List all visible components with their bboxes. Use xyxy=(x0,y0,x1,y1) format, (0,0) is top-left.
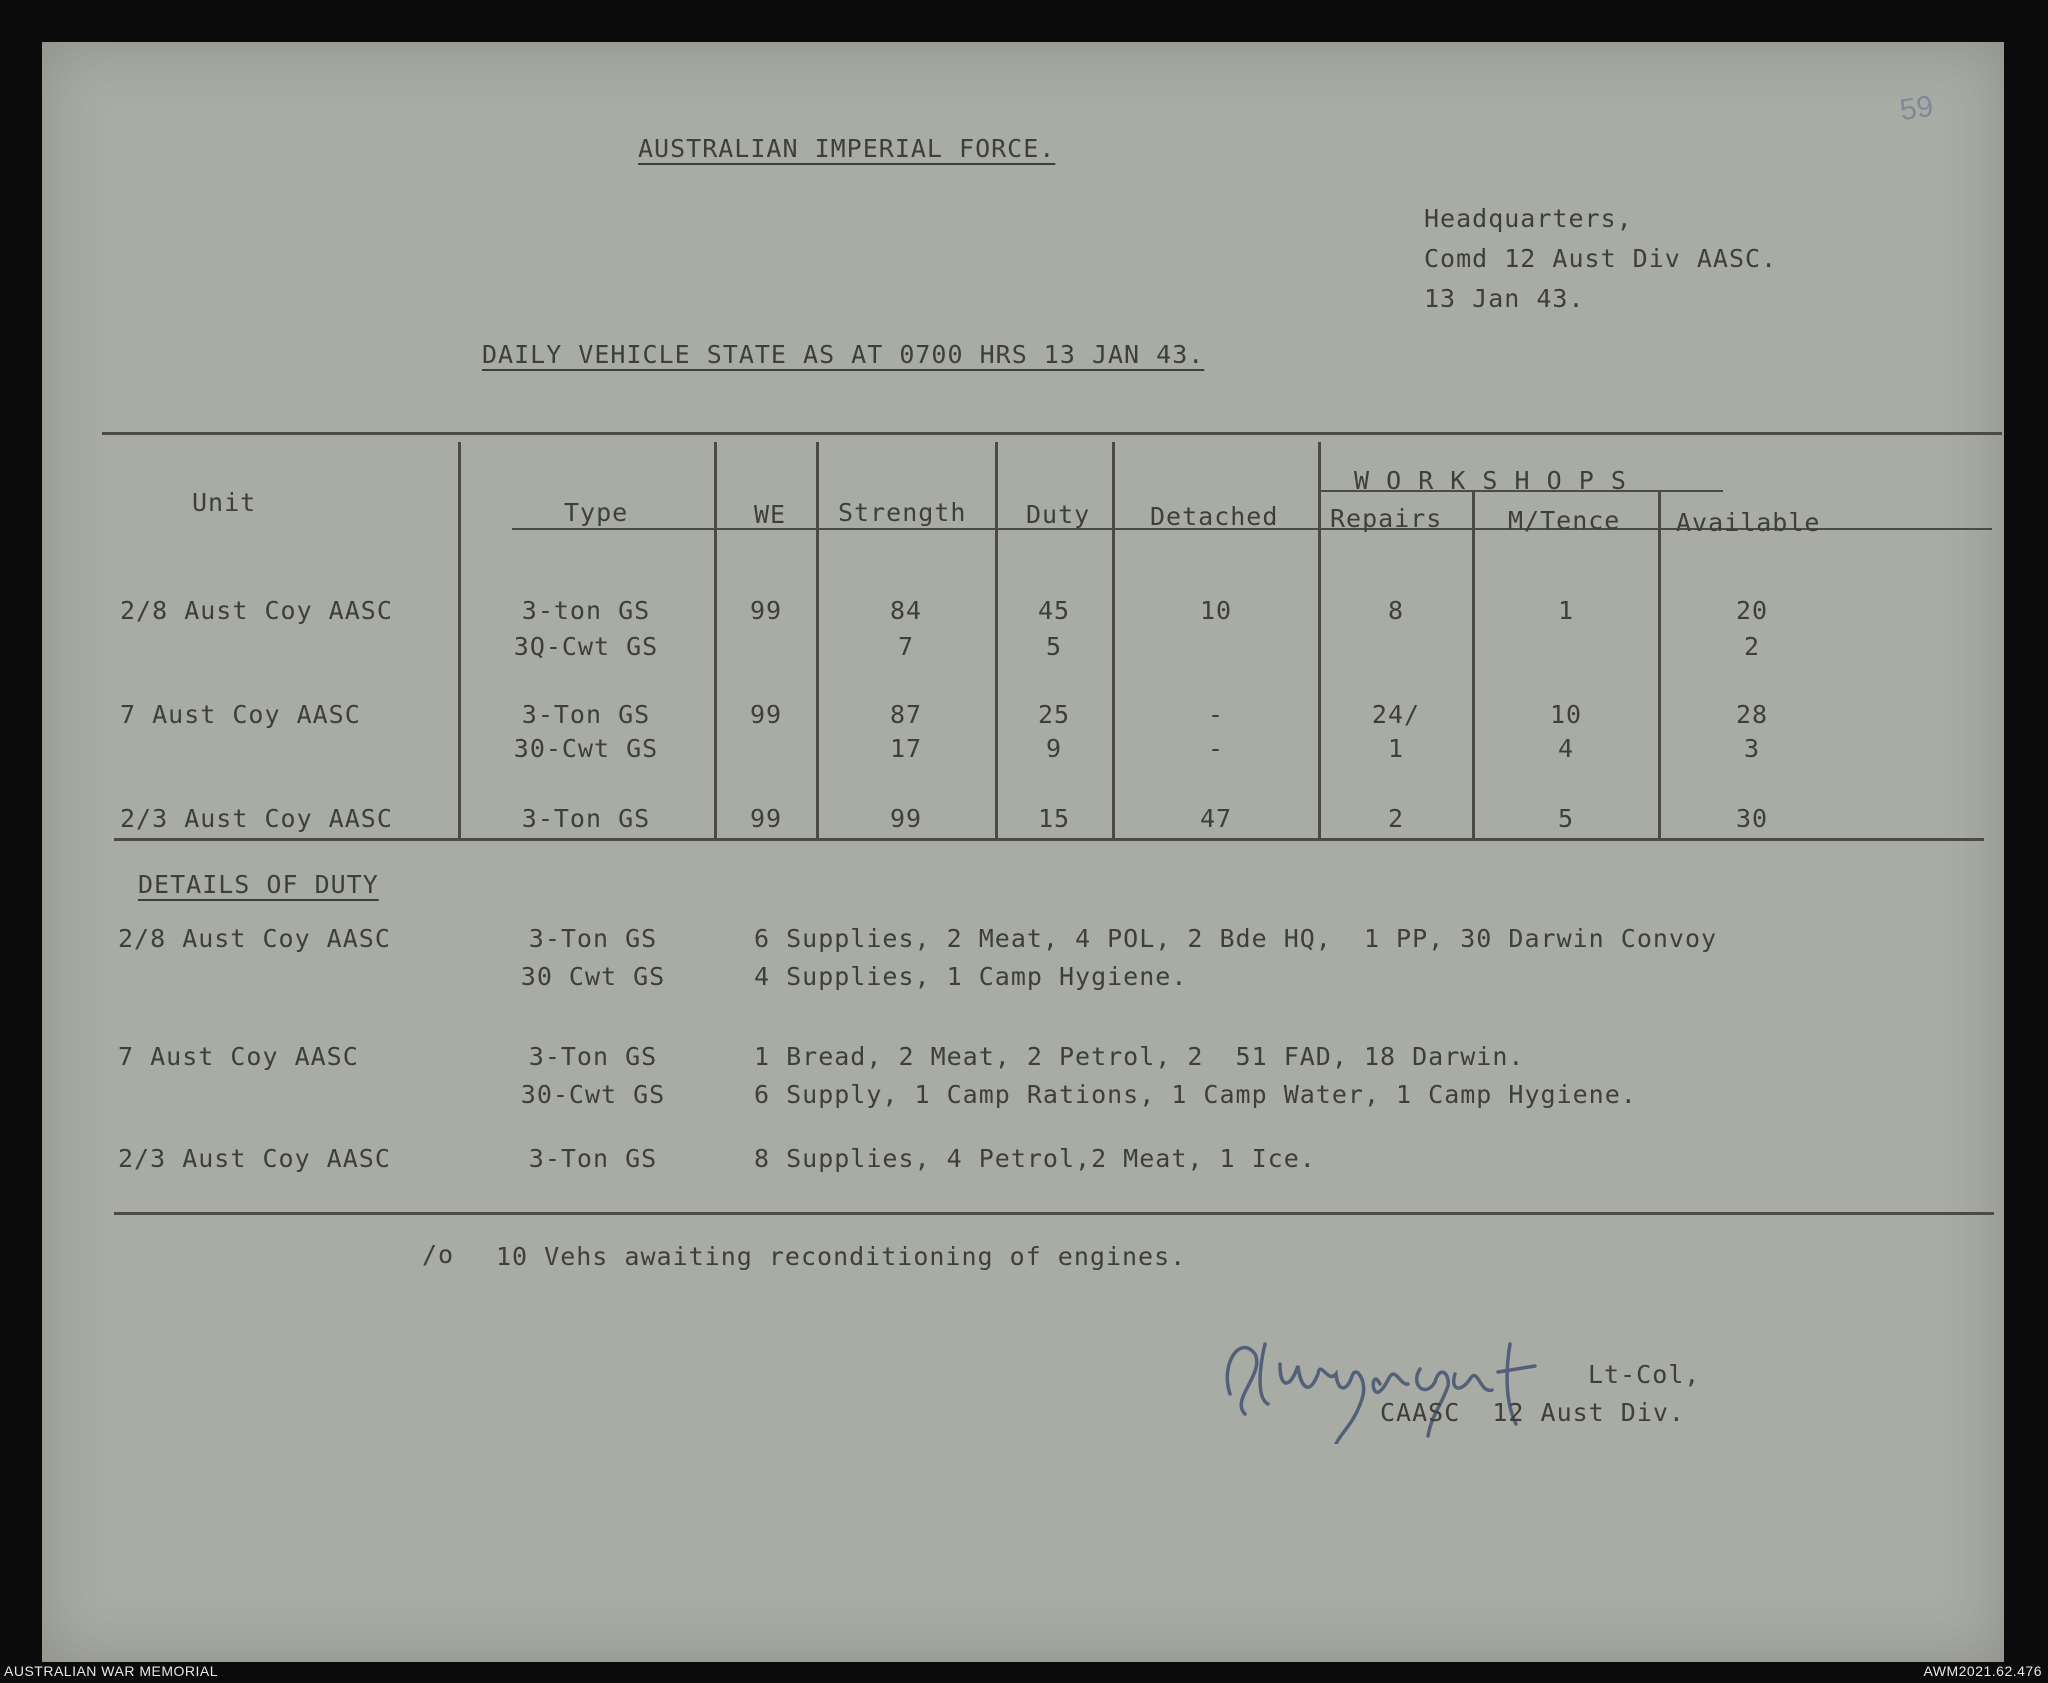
cell-mtence: 1 xyxy=(1557,596,1575,625)
header-unit: Unit xyxy=(192,488,257,517)
cell-unit: 2/8 Aust Coy AASC xyxy=(120,596,393,625)
cell-available: 30 xyxy=(1735,804,1769,833)
cell-duty: 15 xyxy=(1037,804,1071,833)
document-subtitle: DAILY VEHICLE STATE AS AT 0700 HRS 13 JAN 43. xyxy=(482,340,1205,369)
cell-we: 99 xyxy=(749,596,783,625)
cell-type: 3Q-Cwt GS xyxy=(513,632,659,661)
signature-appointment: CAASC 12 Aust Div. xyxy=(1380,1398,1685,1427)
signature-rank: Lt-Col, xyxy=(1588,1360,1701,1389)
table-divider xyxy=(1112,442,1115,838)
cell-mtence: 5 xyxy=(1557,804,1575,833)
duty-type: 30 Cwt GS xyxy=(520,962,666,991)
details-bottom-rule xyxy=(114,1212,1994,1215)
duty-type: 30-Cwt GS xyxy=(520,1080,666,1109)
duty-text: 8 Supplies, 4 Petrol,2 Meat, 1 Ice. xyxy=(754,1144,1316,1173)
table-bottom-rule xyxy=(114,838,1984,841)
cell-duty: 45 xyxy=(1037,596,1071,625)
details-heading: DETAILS OF DUTY xyxy=(138,870,379,899)
header-duty: Duty xyxy=(1026,500,1091,529)
cell-available: 3 xyxy=(1743,734,1761,763)
archive-label-left: AUSTRALIAN WAR MEMORIAL xyxy=(4,1663,219,1679)
cell-duty: 25 xyxy=(1037,700,1071,729)
document-sheet xyxy=(42,42,2004,1662)
cell-type: 3-Ton GS xyxy=(521,700,651,729)
cell-type: 3-Ton GS xyxy=(521,804,651,833)
duty-unit: 7 Aust Coy AASC xyxy=(118,1042,359,1071)
cell-type: 30-Cwt GS xyxy=(513,734,659,763)
cell-strength: 87 xyxy=(889,700,923,729)
duty-type: 3-Ton GS xyxy=(528,1144,658,1173)
header-mtence: M/Tence xyxy=(1508,506,1621,535)
table-divider xyxy=(816,442,819,838)
cell-we: 99 xyxy=(749,804,783,833)
header-workshops: W O R K S H O P S xyxy=(1354,466,1627,495)
document-title: AUSTRALIAN IMPERIAL FORCE. xyxy=(638,134,1056,163)
cell-detached: - xyxy=(1207,734,1225,763)
cell-available: 28 xyxy=(1735,700,1769,729)
cell-detached: 47 xyxy=(1199,804,1233,833)
cell-repairs: 1 xyxy=(1387,734,1405,763)
duty-text: 4 Supplies, 1 Camp Hygiene. xyxy=(754,962,1188,991)
header-line-1: Headquarters, xyxy=(1424,204,1633,233)
duty-unit: 2/8 Aust Coy AASC xyxy=(118,924,391,953)
cell-strength: 99 xyxy=(889,804,923,833)
cell-duty: 9 xyxy=(1045,734,1063,763)
table-divider xyxy=(1658,492,1661,838)
table-divider xyxy=(1318,442,1321,838)
duty-text: 6 Supplies, 2 Meat, 4 POL, 2 Bde HQ, 1 PP, 30 Darwin Convoy xyxy=(754,924,1718,953)
table-top-rule xyxy=(102,432,2002,435)
table-divider xyxy=(458,442,461,838)
cell-detached: - xyxy=(1207,700,1225,729)
archive-label-right: AWM2021.62.476 xyxy=(1923,1663,2042,1679)
duty-text: 6 Supply, 1 Camp Rations, 1 Camp Water, 1 Camp Hygiene. xyxy=(754,1080,1637,1109)
cell-strength: 7 xyxy=(897,632,915,661)
header-repairs: Repairs xyxy=(1330,504,1443,533)
cell-unit: 2/3 Aust Coy AASC xyxy=(120,804,393,833)
duty-type: 3-Ton GS xyxy=(528,1042,658,1071)
footnote-text: 10 Vehs awaiting reconditioning of engines. xyxy=(496,1242,1187,1271)
cell-strength: 84 xyxy=(889,596,923,625)
duty-text: 1 Bread, 2 Meat, 2 Petrol, 2 51 FAD, 18 Darwin. xyxy=(754,1042,1525,1071)
footnote-mark: /o xyxy=(422,1240,455,1269)
cell-type: 3-ton GS xyxy=(521,596,651,625)
cell-we: 99 xyxy=(749,700,783,729)
header-type: Type xyxy=(564,498,629,527)
cell-unit: 7 Aust Coy AASC xyxy=(120,700,361,729)
header-strength: Strength xyxy=(838,498,967,527)
cell-available: 2 xyxy=(1743,632,1761,661)
cell-mtence: 10 xyxy=(1549,700,1583,729)
cell-available: 20 xyxy=(1735,596,1769,625)
header-detached: Detached xyxy=(1150,502,1279,531)
page-number-mark: 59 xyxy=(1897,89,1936,128)
cell-repairs: 8 xyxy=(1387,596,1405,625)
cell-repairs: 24/ xyxy=(1371,700,1421,729)
cell-duty: 5 xyxy=(1045,632,1063,661)
header-we: WE xyxy=(754,500,787,529)
cell-detached: 10 xyxy=(1199,596,1233,625)
duty-type: 3-Ton GS xyxy=(528,924,658,953)
header-line-3: 13 Jan 43. xyxy=(1424,284,1585,313)
table-divider xyxy=(714,442,717,838)
header-line-2: Comd 12 Aust Div AASC. xyxy=(1424,244,1778,273)
cell-repairs: 2 xyxy=(1387,804,1405,833)
duty-unit: 2/3 Aust Coy AASC xyxy=(118,1144,391,1173)
table-divider xyxy=(1472,492,1475,838)
header-available: Available xyxy=(1676,508,1821,537)
cell-mtence: 4 xyxy=(1557,734,1575,763)
cell-strength: 17 xyxy=(889,734,923,763)
